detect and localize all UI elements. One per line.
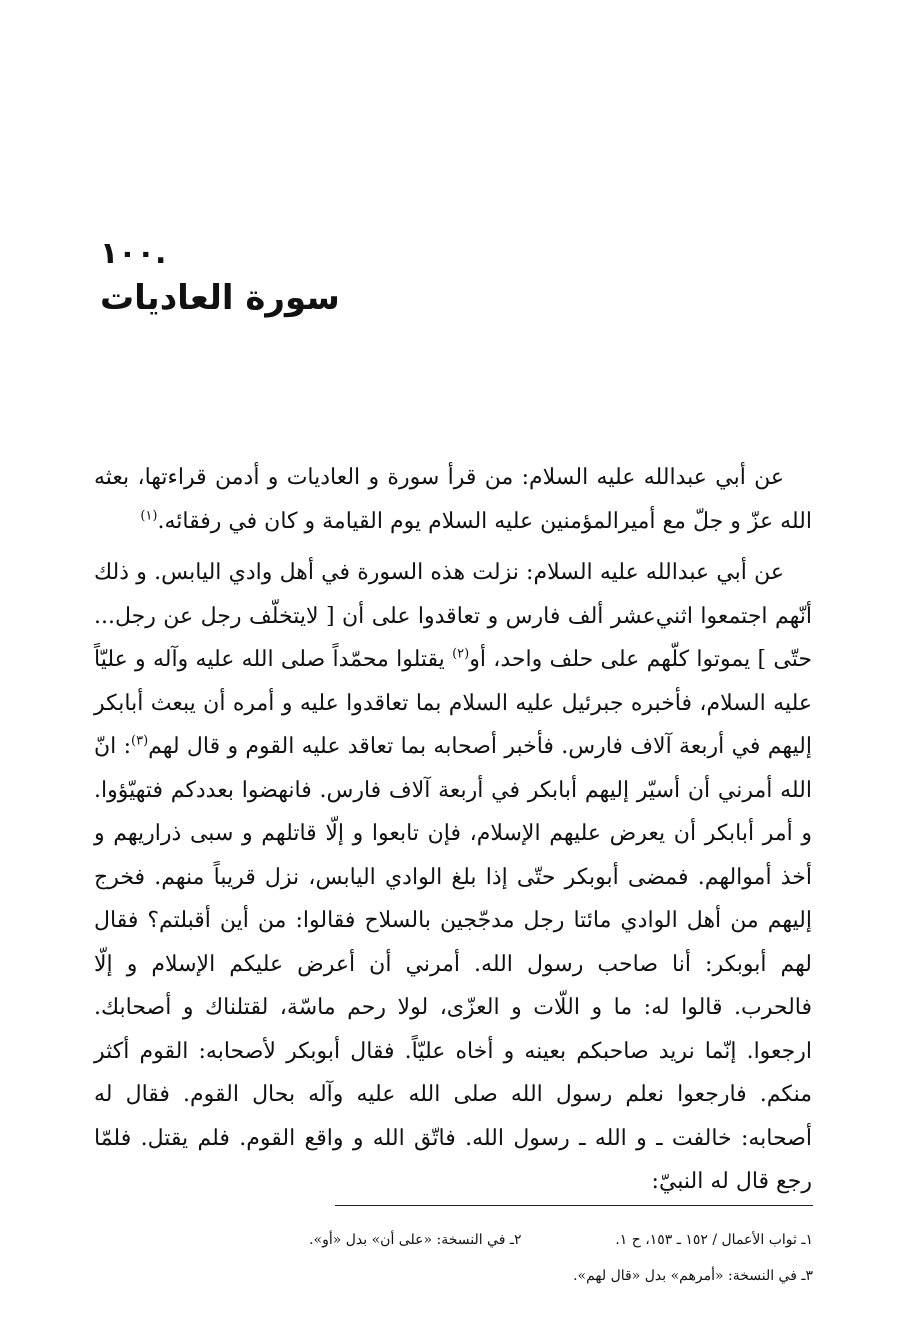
paragraph-2-text-a: عن أبي عبدالله عليه السلام: نزلت هذه السورة في أهل وادي اليابس. و ذلك أنّهم اجتمعوا اثني‌عشر ألف فارس و تعاقدوا على أن [ لايتخلّف رجل عن رجل... حتّى ] يموتوا كلّهم على حلف واحد، أو [94,560,812,672]
paragraph-2-text-b: يقتلوا محمّداً صلى الله عليه وآله و عليّاً عليه السلام، فأخبره جبرئيل عليه السلام بما تعاقدوا عليه و أمره أن يبعث أبابكر إليهم في أربعة آلاف فارس. فأخبر أصحابه بما تعاقد عليه القوم و قال لهم [94,647,812,759]
footnote-ref-3: (٣) [131,733,149,749]
paragraph-1-text: عن أبي عبدالله عليه السلام: من قرأ سورة و العاديات و أدمن قراءتها، بعثه الله عزّ و جلّ مع أميرالمؤمنين عليه السلام يوم القيامة و كان في رفقائه. [94,465,812,534]
footnote-3: ٣ـ في النسخة: «أمرهم» بدل «قال لهم». [573,1268,813,1284]
chapter-number: ١٠٠. [100,236,167,271]
footnote-2: ٢ـ في النسخة: «على أن» بدل «أو». [309,1232,522,1248]
paragraph-2 [94,551,812,1204]
footnote-1: ١ـ ثواب الأعمال / ١٥٢ ـ ١٥٣، ح ١. [615,1232,813,1248]
body-text [94,456,812,1212]
footnotes [230,1222,813,1294]
footnote-ref-2: (٢) [452,646,470,662]
footnote-divider [335,1205,813,1206]
paragraph-1 [94,456,812,543]
paragraph-2-text-c: : انّ الله أمرني أن أسيّر إليهم أبابكر في أربعة آلاف فارس. فانهضوا بعددكم فتهيّؤوا. و أمر أبابكر أن يعرض عليهم الإسلام، فإن تابعوا و إلّا قاتلهم و سبى ذراريهم و أخذ أموالهم. فمضى أبوبكر حتّى إذا بلغ الوادي اليابس، نزل قريباً منهم. فخرج إليهم من أهل الوادي مائتا رجل مدجّجين بالسلاح فقالوا: من أين أقبلتم؟ فقال لهم أبوبكر: أنا صاحب رسول الله. أمرني أن أعرض عليكم الإسلام و إلّا فالحرب. قالوا له: ما و اللّات و العزّى، لولا رحم ماسّة، لقتلناك و أصحابك. ارجعوا. إنّما نريد صاحبكم بعينه و أخاه عليّاً. فقال أبوبكر لأصحابه: القوم أكثر منكم. فارجعوا نعلم رسول الله صلى الله عليه وآله بحال القوم. فقال له أصحابه: خالفت ـ و الله ـ رسول الله. فاتّق الله و واقع القوم. فلم يقتل. فلمّا رجع قال له النبيّ: [94,734,812,1194]
chapter-title: سورة العاديات [100,278,340,318]
footnote-row [230,1258,813,1294]
footnote-ref-1: (١) [140,508,158,524]
footnote-row [230,1222,813,1258]
